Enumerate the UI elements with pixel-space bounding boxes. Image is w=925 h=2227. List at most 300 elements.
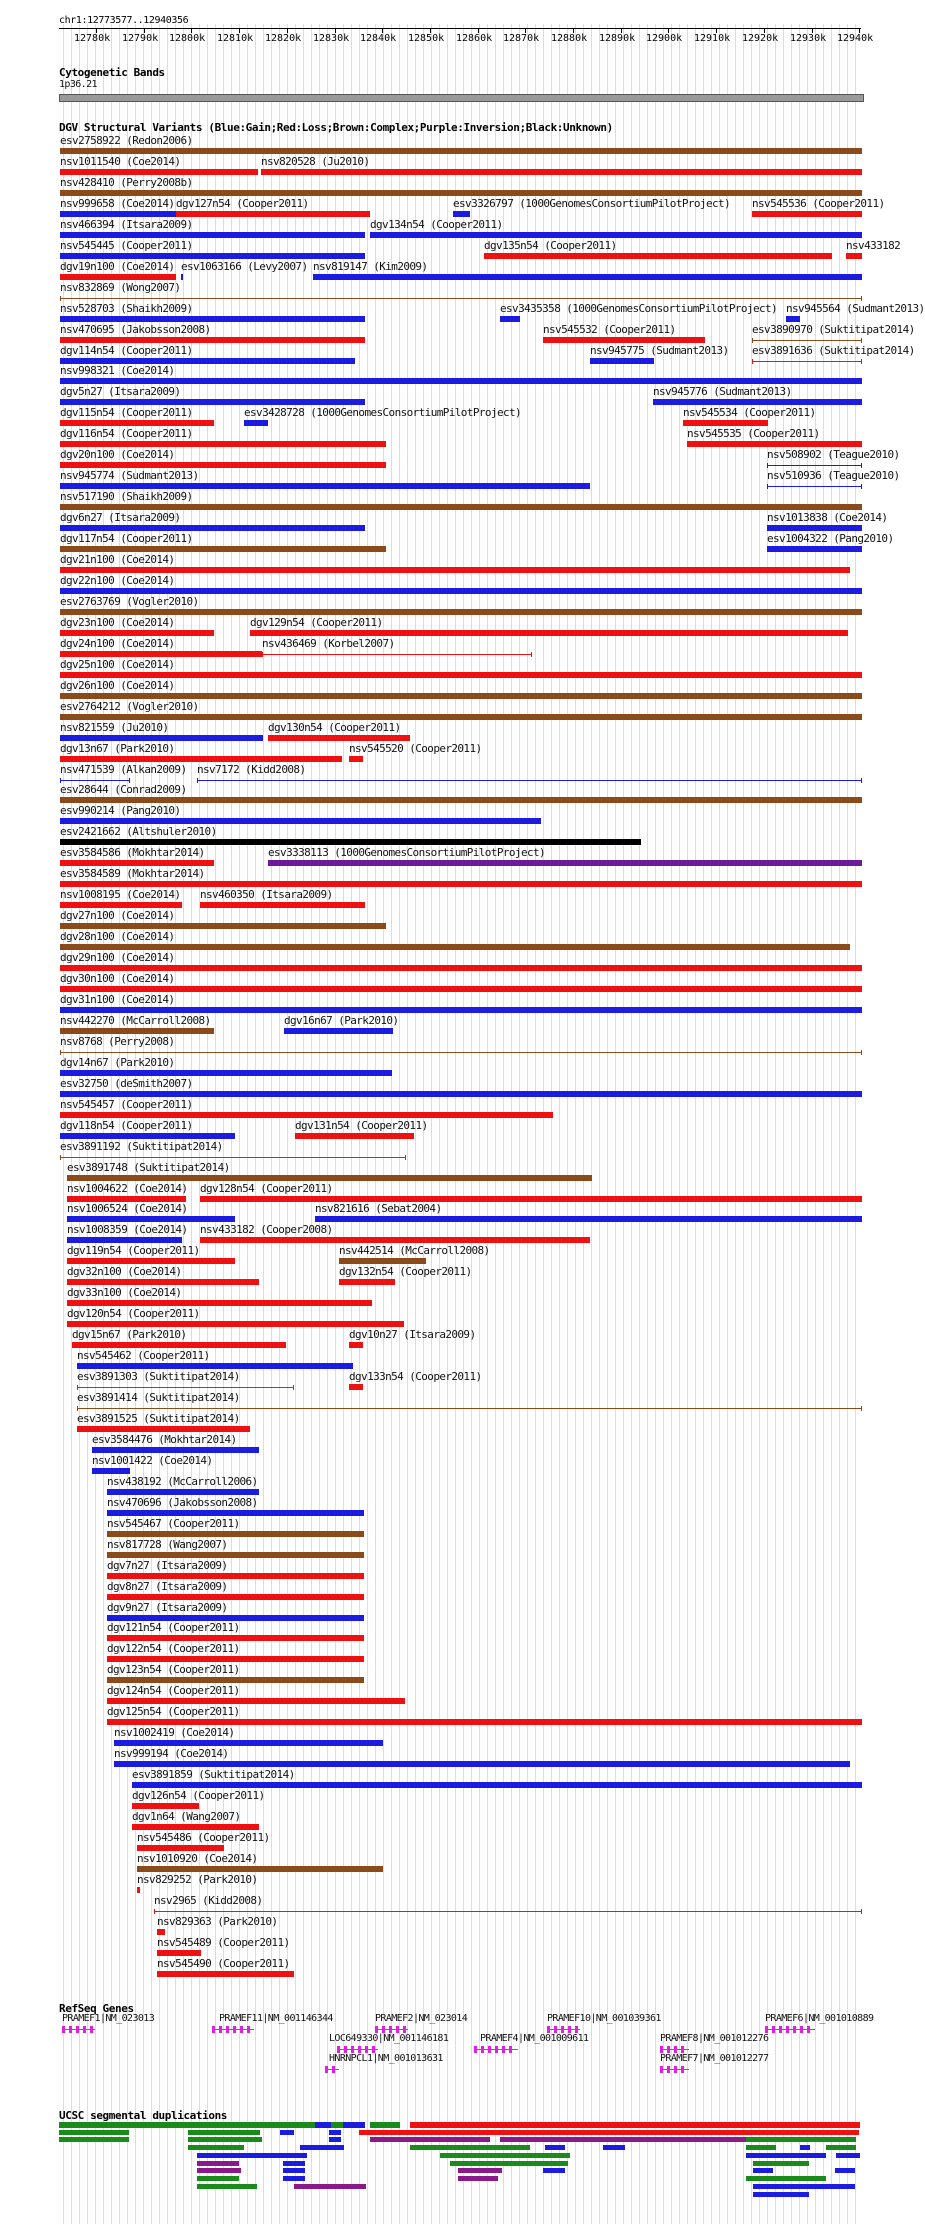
variant-label: nsv433182 bbox=[846, 239, 901, 252]
variant-bar bbox=[60, 232, 365, 238]
variant-bar bbox=[349, 1342, 363, 1348]
ruler-tick-label: 12780k bbox=[74, 33, 111, 44]
variant-label: nsv545534 (Cooper2011) bbox=[683, 406, 816, 419]
variant-label: dgv133n54 (Cooper2011) bbox=[349, 1370, 482, 1383]
variant-label: nsv545490 (Cooper2011) bbox=[157, 1957, 290, 1970]
gene-exon bbox=[488, 2046, 491, 2053]
variant-bar bbox=[60, 735, 263, 741]
gene-exon bbox=[779, 2026, 782, 2033]
variant-bar bbox=[60, 902, 182, 908]
variant-label: esv3891859 (Suktitipat2014) bbox=[132, 1768, 295, 1781]
segdup-block bbox=[59, 2137, 129, 2142]
variant-label: nsv1006524 (Coe2014) bbox=[67, 1202, 188, 1215]
variant-bar bbox=[484, 253, 832, 259]
ruler-tick-label: 12910k bbox=[694, 33, 731, 44]
variant-bar bbox=[295, 1133, 414, 1139]
segdup-block bbox=[746, 2145, 776, 2150]
variant-bar bbox=[767, 546, 862, 552]
variant-label: nsv442270 (McCarroll2008) bbox=[60, 1014, 211, 1027]
gridline bbox=[735, 24, 736, 2224]
segdup-block bbox=[500, 2137, 760, 2142]
variant-label: esv3584476 (Mokhtar2014) bbox=[92, 1433, 237, 1446]
variant-bar bbox=[846, 253, 862, 259]
gene-exon bbox=[481, 2046, 484, 2053]
variant-label: nsv545536 (Cooper2011) bbox=[752, 197, 885, 210]
variant-bar bbox=[500, 316, 520, 322]
gridline bbox=[495, 24, 496, 2224]
variant-end-tick bbox=[861, 484, 862, 489]
variant-bar bbox=[60, 630, 214, 636]
variant-end-tick bbox=[861, 338, 862, 343]
variant-label: nsv471539 (Alkan2009) bbox=[60, 763, 187, 776]
variant-bar bbox=[60, 1028, 214, 1034]
gridline bbox=[431, 24, 432, 2224]
ruler-tick-label: 12940k bbox=[837, 33, 874, 44]
variant-bar bbox=[60, 1133, 235, 1139]
gene-exon bbox=[568, 2026, 571, 2033]
segdup-block bbox=[188, 2130, 260, 2135]
variant-bar bbox=[60, 860, 214, 866]
gene-exon bbox=[474, 2046, 477, 2053]
variant-label: dgv132n54 (Cooper2011) bbox=[339, 1265, 472, 1278]
gene-exon bbox=[681, 2046, 684, 2053]
gene-exon bbox=[233, 2026, 236, 2033]
segdup-block bbox=[753, 2192, 809, 2197]
variant-bar bbox=[67, 1216, 235, 1222]
variant-label: nsv999194 (Coe2014) bbox=[114, 1747, 229, 1760]
gene-exon bbox=[575, 2026, 578, 2033]
segdup-block bbox=[753, 2184, 843, 2189]
gridline bbox=[527, 24, 528, 2224]
segdup-block bbox=[370, 2122, 400, 2128]
variant-bar bbox=[349, 1384, 363, 1390]
variant-line bbox=[77, 1387, 294, 1388]
variant-label: dgv116n54 (Cooper2011) bbox=[60, 427, 193, 440]
variant-end-tick bbox=[861, 296, 862, 301]
variant-label: dgv22n100 (Coe2014) bbox=[60, 574, 175, 587]
gene-exon bbox=[90, 2026, 93, 2033]
variant-bar bbox=[67, 1279, 259, 1285]
variant-end-tick bbox=[77, 1385, 78, 1390]
variant-bar bbox=[200, 1237, 590, 1243]
variant-label: esv3891414 (Suktitipat2014) bbox=[77, 1391, 240, 1404]
variant-label: nsv470695 (Jakobsson2008) bbox=[60, 323, 211, 336]
variant-label: nsv821559 (Ju2010) bbox=[60, 721, 169, 734]
variant-bar bbox=[67, 1321, 404, 1327]
segdup-block bbox=[283, 2176, 305, 2181]
variant-label: dgv25n100 (Coe2014) bbox=[60, 658, 175, 671]
variant-label: dgv122n54 (Cooper2011) bbox=[107, 1642, 240, 1655]
variant-label: esv3891748 (Suktitipat2014) bbox=[67, 1161, 230, 1174]
variant-label: nsv510936 (Teague2010) bbox=[767, 469, 900, 482]
variant-bar bbox=[60, 609, 862, 615]
variant-label: dgv119n54 (Cooper2011) bbox=[67, 1244, 200, 1257]
variant-label: dgv125n54 (Cooper2011) bbox=[107, 1705, 240, 1718]
segdup-block bbox=[359, 2130, 859, 2135]
variant-label: esv990214 (Pang2010) bbox=[60, 804, 181, 817]
variant-bar bbox=[137, 1866, 383, 1872]
variant-label: dgv128n54 (Cooper2011) bbox=[200, 1182, 333, 1195]
variant-bar bbox=[60, 546, 386, 552]
gene-exon bbox=[674, 2066, 677, 2073]
cytoband-title: Cytogenetic Bands bbox=[59, 66, 165, 79]
variant-label: dgv28n100 (Coe2014) bbox=[60, 930, 175, 943]
variant-bar bbox=[60, 965, 862, 971]
variant-bar bbox=[60, 274, 176, 280]
variant-end-tick bbox=[154, 1909, 155, 1914]
gridline bbox=[743, 24, 744, 2224]
variant-bar bbox=[60, 148, 862, 154]
segdup-block bbox=[836, 2153, 860, 2158]
gridline bbox=[519, 24, 520, 2224]
variant-label: esv2421662 (Altshuler2010) bbox=[60, 825, 217, 838]
variant-label: dgv30n100 (Coe2014) bbox=[60, 972, 175, 985]
variant-label: nsv1010920 (Coe2014) bbox=[137, 1852, 258, 1865]
variant-bar bbox=[250, 630, 848, 636]
variant-bar bbox=[60, 923, 386, 929]
variant-label: dgv15n67 (Park2010) bbox=[72, 1328, 187, 1341]
ruler-tick-label: 12870k bbox=[503, 33, 540, 44]
variant-bar bbox=[60, 483, 590, 489]
variant-label: dgv134n54 (Cooper2011) bbox=[370, 218, 503, 231]
variant-bar bbox=[107, 1677, 364, 1683]
variant-label: nsv7172 (Kidd2008) bbox=[197, 763, 306, 776]
variant-label: esv3891525 (Suktitipat2014) bbox=[77, 1412, 240, 1425]
variant-label: dgv27n100 (Coe2014) bbox=[60, 909, 175, 922]
segdup-block bbox=[197, 2184, 257, 2189]
variant-bar bbox=[157, 1929, 165, 1935]
variant-bar bbox=[60, 567, 850, 573]
variant-bar bbox=[60, 441, 386, 447]
variant-label: dgv7n27 (Itsara2009) bbox=[107, 1559, 228, 1572]
gene-label: HNRNPCL1|NM_001013631 bbox=[329, 2053, 443, 2064]
variant-label: nsv436469 (Korbel2007) bbox=[262, 637, 395, 650]
gene-exon bbox=[786, 2026, 789, 2033]
variant-label: nsv829363 (Park2010) bbox=[157, 1915, 278, 1928]
variant-label: nsv1002419 (Coe2014) bbox=[114, 1726, 235, 1739]
segdup-block bbox=[746, 2153, 826, 2158]
variant-bar bbox=[77, 1363, 353, 1369]
variant-bar bbox=[67, 1258, 235, 1264]
variant-line bbox=[60, 1157, 406, 1158]
ruler-tick-label: 12790k bbox=[122, 33, 159, 44]
ruler-tick-label: 12860k bbox=[456, 33, 493, 44]
variant-bar bbox=[107, 1594, 364, 1600]
gridline bbox=[551, 24, 552, 2224]
ruler-tick-label: 12890k bbox=[599, 33, 636, 44]
variant-label: dgv19n100 (Coe2014) bbox=[60, 260, 175, 273]
variant-line bbox=[77, 1408, 862, 1409]
variant-end-tick bbox=[752, 359, 753, 364]
variant-label: esv2758922 (Redon2006) bbox=[60, 134, 193, 147]
variant-label: nsv8768 (Perry2008) bbox=[60, 1035, 175, 1048]
variant-label: nsv1008359 (Coe2014) bbox=[67, 1223, 188, 1236]
gene-label: PRAMEF6|NM_001010889 bbox=[765, 2013, 874, 2024]
gene-label: LOC649330|NM_001146181 bbox=[329, 2033, 449, 2044]
segdup-block bbox=[746, 2176, 826, 2181]
segdup-block bbox=[188, 2137, 262, 2142]
segdup-block bbox=[545, 2145, 565, 2150]
variant-bar bbox=[60, 316, 365, 322]
variant-label: dgv26n100 (Coe2014) bbox=[60, 679, 175, 692]
variant-label: esv1063166 (Levy2007) bbox=[181, 260, 308, 273]
segdup-block bbox=[343, 2122, 365, 2128]
variant-label: nsv517190 (Shaikh2009) bbox=[60, 490, 193, 503]
gridline bbox=[567, 24, 568, 2224]
variant-bar bbox=[60, 756, 342, 762]
variant-label: nsv545489 (Cooper2011) bbox=[157, 1936, 290, 1949]
ruler-tick-label: 12850k bbox=[408, 33, 445, 44]
variant-end-tick bbox=[293, 1385, 294, 1390]
variant-bar bbox=[60, 525, 365, 531]
gridline bbox=[575, 24, 576, 2224]
variant-line bbox=[154, 1911, 862, 1912]
variant-label: esv3428728 (1000GenomesConsortiumPilotProject) bbox=[244, 406, 522, 419]
gene-exon bbox=[807, 2026, 810, 2033]
gridline bbox=[471, 24, 472, 2224]
variant-label: nsv1011540 (Coe2014) bbox=[60, 155, 181, 168]
variant-end-tick bbox=[60, 1155, 61, 1160]
variant-bar bbox=[157, 1950, 201, 1956]
variant-end-tick bbox=[197, 778, 198, 783]
segdup-block bbox=[835, 2168, 855, 2173]
segdup-block bbox=[370, 2137, 490, 2142]
segdup-block bbox=[543, 2168, 565, 2173]
gridline bbox=[583, 24, 584, 2224]
variant-line bbox=[60, 298, 862, 299]
variant-line bbox=[60, 1052, 862, 1053]
variant-end-tick bbox=[861, 1909, 862, 1914]
gene-exon bbox=[403, 2026, 406, 2033]
variant-label: nsv466394 (Itsara2009) bbox=[60, 218, 193, 231]
segdup-block bbox=[283, 2161, 305, 2166]
variant-bar bbox=[284, 1028, 393, 1034]
variant-label: nsv945776 (Sudmant2013) bbox=[653, 385, 792, 398]
segdup-block bbox=[294, 2184, 366, 2189]
variant-label: dgv118n54 (Cooper2011) bbox=[60, 1119, 193, 1132]
segdup-title: UCSC segmental duplications bbox=[59, 2109, 228, 2122]
ruler-tick-label: 12900k bbox=[646, 33, 683, 44]
ruler-tick-label: 12810k bbox=[217, 33, 254, 44]
segdup-block bbox=[410, 2122, 860, 2128]
gene-exon bbox=[332, 2066, 335, 2073]
variant-label: nsv1008195 (Coe2014) bbox=[60, 888, 181, 901]
variant-line bbox=[752, 340, 862, 341]
variant-bar bbox=[60, 588, 862, 594]
gridline bbox=[447, 24, 448, 2224]
variant-bar bbox=[67, 1237, 182, 1243]
gene-label: PRAMEF2|NM_023014 bbox=[375, 2013, 468, 2024]
variant-bar bbox=[60, 253, 365, 259]
variant-bar bbox=[77, 1426, 250, 1432]
variant-bar bbox=[114, 1761, 850, 1767]
segdup-block bbox=[450, 2161, 568, 2166]
segdup-block bbox=[59, 2130, 129, 2135]
segdup-block bbox=[283, 2168, 305, 2173]
gridline bbox=[559, 24, 560, 2224]
variant-bar bbox=[60, 944, 850, 950]
segdup-block bbox=[603, 2145, 625, 2150]
variant-end-tick bbox=[60, 1050, 61, 1055]
gene-exon bbox=[660, 2046, 663, 2053]
variant-label: dgv5n27 (Itsara2009) bbox=[60, 385, 181, 398]
gene-exon bbox=[800, 2026, 803, 2033]
variant-bar bbox=[181, 274, 183, 280]
variant-bar bbox=[92, 1447, 259, 1453]
ruler-tick-label: 12930k bbox=[790, 33, 827, 44]
variant-label: nsv945775 (Sudmant2013) bbox=[590, 344, 729, 357]
gene-exon bbox=[772, 2026, 775, 2033]
variant-label: dgv131n54 (Cooper2011) bbox=[295, 1119, 428, 1132]
variant-bar bbox=[60, 399, 365, 405]
variant-label: dgv121n54 (Cooper2011) bbox=[107, 1621, 240, 1634]
segdup-block bbox=[280, 2130, 294, 2135]
segdup-block bbox=[315, 2122, 331, 2128]
variant-label: nsv817728 (Wang2007) bbox=[107, 1538, 228, 1551]
variant-label: dgv13n67 (Park2010) bbox=[60, 742, 175, 755]
variant-label: nsv428410 (Perry2008b) bbox=[60, 176, 193, 189]
segdup-block bbox=[753, 2168, 773, 2173]
variant-label: nsv528703 (Shaikh2009) bbox=[60, 302, 193, 315]
variant-end-tick bbox=[752, 338, 753, 343]
variant-label: dgv31n100 (Coe2014) bbox=[60, 993, 175, 1006]
segdup-block bbox=[458, 2176, 498, 2181]
variant-bar bbox=[92, 1468, 130, 1474]
gridline bbox=[535, 24, 536, 2224]
segdup-block bbox=[197, 2161, 239, 2166]
ruler-tick-label: 12830k bbox=[313, 33, 350, 44]
position-label: chr1:12773577..12940356 bbox=[59, 15, 189, 26]
gene-label: PRAMEF10|NM_001039361 bbox=[547, 2013, 661, 2024]
variant-bar bbox=[339, 1258, 426, 1264]
variant-label: nsv545486 (Cooper2011) bbox=[137, 1831, 270, 1844]
variant-label: dgv9n27 (Itsara2009) bbox=[107, 1601, 228, 1614]
variant-label: nsv1013838 (Coe2014) bbox=[767, 511, 888, 524]
segdup-block bbox=[458, 2168, 502, 2173]
variant-bar bbox=[60, 986, 862, 992]
variant-bar bbox=[200, 1196, 862, 1202]
gridline bbox=[271, 24, 272, 2224]
gene-exon bbox=[389, 2026, 392, 2033]
variant-label: nsv545457 (Cooper2011) bbox=[60, 1098, 193, 1111]
gene-exon bbox=[667, 2066, 670, 2073]
variant-bar bbox=[752, 211, 862, 217]
variant-bar bbox=[590, 358, 654, 364]
variant-label: esv3891303 (Suktitipat2014) bbox=[77, 1370, 240, 1383]
variant-line bbox=[262, 654, 532, 655]
variant-bar bbox=[107, 1698, 405, 1704]
variant-bar bbox=[60, 672, 862, 678]
variant-bar bbox=[107, 1656, 364, 1662]
gridline bbox=[463, 24, 464, 2224]
gridline bbox=[487, 24, 488, 2224]
variant-bar bbox=[60, 714, 862, 720]
variant-bar bbox=[132, 1803, 199, 1809]
variant-label: dgv114n54 (Cooper2011) bbox=[60, 344, 193, 357]
variant-label: nsv819147 (Kim2009) bbox=[313, 260, 428, 273]
variant-label: nsv1004622 (Coe2014) bbox=[67, 1182, 188, 1195]
variant-label: dgv16n67 (Park2010) bbox=[284, 1014, 399, 1027]
variant-label: esv3435358 (1000GenomesConsortiumPilotProject) bbox=[500, 302, 778, 315]
variant-label: esv1004322 (Pang2010) bbox=[767, 532, 894, 545]
variant-bar bbox=[653, 399, 862, 405]
segdup-block bbox=[753, 2161, 809, 2166]
segdup-block bbox=[197, 2153, 307, 2158]
ruler-line bbox=[59, 28, 861, 29]
variant-end-tick bbox=[405, 1155, 406, 1160]
gene-exon bbox=[660, 2066, 663, 2073]
variant-bar bbox=[107, 1531, 364, 1537]
variant-label: dgv127n54 (Cooper2011) bbox=[176, 197, 309, 210]
variant-bar bbox=[543, 337, 705, 343]
segdup-block bbox=[197, 2176, 239, 2181]
variant-bar bbox=[60, 1112, 553, 1118]
variant-end-tick bbox=[77, 1406, 78, 1411]
variant-bar bbox=[60, 1007, 862, 1013]
gridline bbox=[511, 24, 512, 2224]
variant-label: nsv438192 (McCarroll2006) bbox=[107, 1475, 258, 1488]
gene-label: PRAMEF4|NM_001009611 bbox=[480, 2033, 589, 2044]
variant-label: dgv120n54 (Cooper2011) bbox=[67, 1307, 200, 1320]
variant-label: nsv832869 (Wong2007) bbox=[60, 281, 181, 294]
variant-label: dgv1n64 (Wang2007) bbox=[132, 1810, 241, 1823]
variant-bar bbox=[60, 462, 386, 468]
variant-bar bbox=[313, 274, 862, 280]
variant-label: esv3890970 (Suktitipat2014) bbox=[752, 323, 915, 336]
segdup-block bbox=[826, 2145, 856, 2150]
variant-bar bbox=[349, 756, 363, 762]
variant-label: dgv129n54 (Cooper2011) bbox=[250, 616, 383, 629]
gene-exon bbox=[561, 2026, 564, 2033]
variant-end-tick bbox=[262, 652, 263, 657]
segdup-block bbox=[329, 2137, 341, 2142]
variant-label: nsv545520 (Cooper2011) bbox=[349, 742, 482, 755]
ruler-tick-label: 12800k bbox=[169, 33, 206, 44]
variant-label: nsv545467 (Cooper2011) bbox=[107, 1517, 240, 1530]
variant-bar bbox=[60, 190, 862, 196]
variant-bar bbox=[453, 211, 470, 217]
variant-label: dgv6n27 (Itsara2009) bbox=[60, 511, 181, 524]
gene-exon bbox=[396, 2026, 399, 2033]
cytoband-label: 1p36.21 bbox=[59, 79, 97, 90]
variant-bar bbox=[244, 420, 268, 426]
variant-label: dgv10n27 (Itsara2009) bbox=[349, 1328, 476, 1341]
variant-end-tick bbox=[861, 1050, 862, 1055]
segdup-block bbox=[746, 2137, 856, 2142]
variant-label: esv32750 (deSmith2007) bbox=[60, 1077, 193, 1090]
variant-label: nsv945774 (Sudmant2013) bbox=[60, 469, 199, 482]
gridline bbox=[543, 24, 544, 2224]
variant-label: nsv545462 (Cooper2011) bbox=[77, 1349, 210, 1362]
cytoband-bar bbox=[59, 94, 864, 102]
gene-exon bbox=[674, 2046, 677, 2053]
gene-label: PRAMEF1|NM_023013 bbox=[62, 2013, 155, 2024]
variant-bar bbox=[687, 441, 862, 447]
gridline bbox=[263, 24, 264, 2224]
variant-bar bbox=[786, 316, 800, 322]
variant-bar bbox=[60, 797, 862, 803]
variant-label: nsv442514 (McCarroll2008) bbox=[339, 1244, 490, 1257]
gene-exon bbox=[325, 2066, 328, 2073]
gene-exon bbox=[554, 2026, 557, 2033]
gene-exon bbox=[793, 2026, 796, 2033]
refseq-title: RefSeq Genes bbox=[59, 2002, 134, 2015]
ruler-tick-label: 12820k bbox=[265, 33, 302, 44]
variant-label: nsv821616 (Sebat2004) bbox=[315, 1202, 442, 1215]
gene-exon bbox=[212, 2026, 215, 2033]
variant-bar bbox=[339, 1279, 395, 1285]
variant-label: esv3584589 (Mokhtar2014) bbox=[60, 867, 205, 880]
